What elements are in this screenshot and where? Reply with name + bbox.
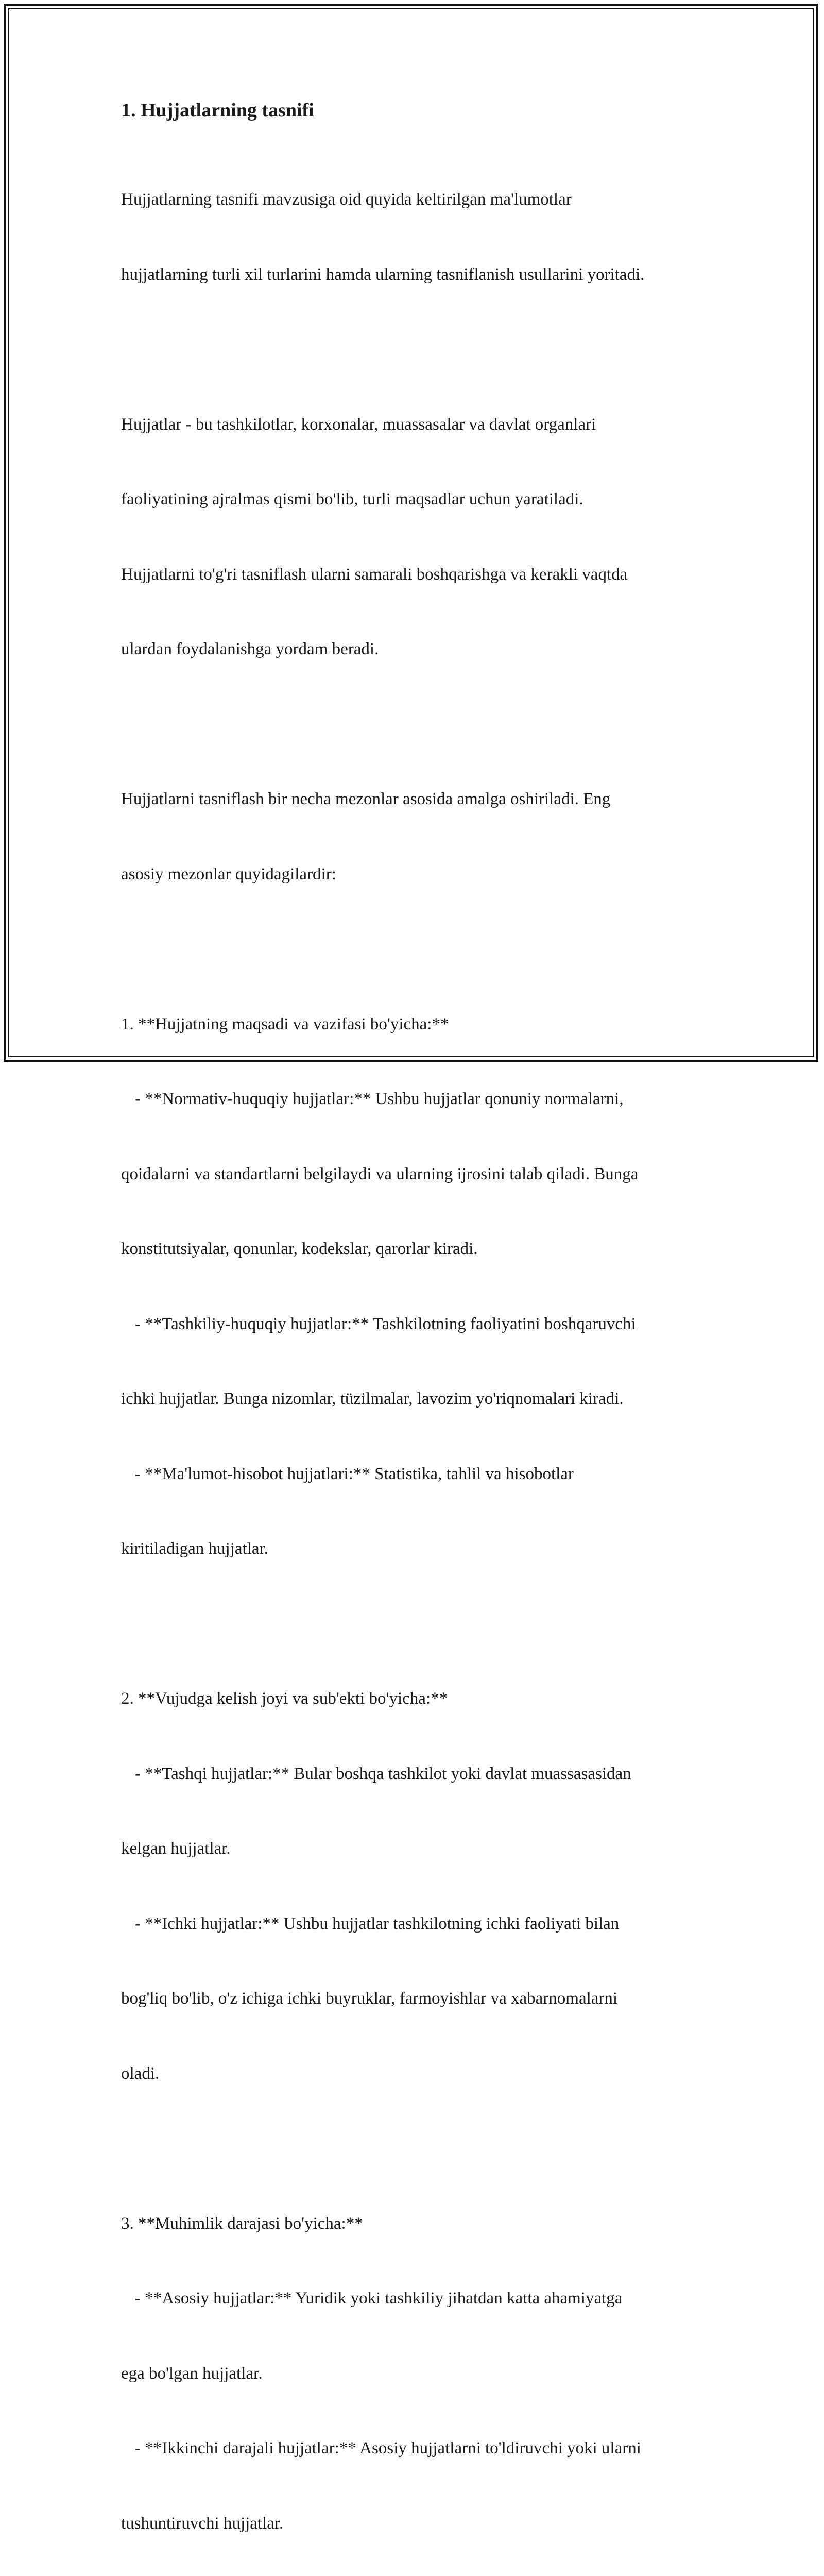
text-line: bog'liq bo'lib, o'z ichiga ichki buyruklar, farmoyishlar va xabarnomalarni (121, 1986, 718, 2011)
text-line: faoliyatining ajralmas qismi bo'lib, turli maqsadlar uchun yaratiladi. (121, 487, 718, 512)
document-title: 1. Hujjatlarning tasnifi (121, 97, 718, 124)
list-heading: 2. **Vujudga kelish joyi va sub'ekti bo'yicha:** (121, 1686, 718, 1711)
text-line: Hujjatlarni tasniflash bir necha mezonlar asosida amalga oshiriladi. Eng (121, 787, 718, 812)
list-section-1 (121, 962, 718, 1612)
list-item: - **Tashkiliy-huquqiy hujjatlar:** Tashkilotning faoliyatini boshqaruvchi (121, 1312, 718, 1337)
text-line: ichki hujjatlar. Bunga nizomlar, tüzilmalar, lavozim yo'riqnomalari kiradi. (121, 1386, 718, 1412)
text-line: qoidalarni va standartlarni belgilaydi va ularning ijrosini talab qiladi. Bunga (121, 1162, 718, 1187)
text-line: ulardan foydalanishga yordam beradi. (121, 637, 718, 662)
paragraph-criteria-intro (121, 737, 718, 937)
list-section-2 (121, 1636, 718, 2136)
text-line: Hujjatlarni to'g'ri tasniflash ularni samarali boshqarishga va kerakli vaqtda (121, 562, 718, 587)
text-line: kelgan hujjatlar. (121, 1836, 718, 1861)
text-line: asosiy mezonlar quyidagilardir: (121, 862, 718, 887)
list-heading: 1. **Hujjatning maqsadi va vazifasi bo'yicha:** (121, 1012, 718, 1037)
list-item: - **Ichki hujjatlar:** Ushbu hujjatlar tashkilotning ichki faoliyati bilan (121, 1911, 718, 1937)
list-section-3 (121, 2161, 718, 2576)
list-item: - **Tashqi hujjatlar:** Bular boshqa tashkilot yoki davlat muassasasidan (121, 1761, 718, 1787)
text-line: Hujjatlar - bu tashkilotlar, korxonalar, muassasalar va davlat organlari (121, 412, 718, 437)
list-item: - **Ikkinchi darajali hujjatlar:** Asosiy hujjatlarni to'ldiruvchi yoki ularni (121, 2436, 718, 2461)
text-line: oladi. (121, 2061, 718, 2087)
text-line: Hujjatlarning tasnifi mavzusiga oid quyida keltirilgan ma'lumotlar (121, 187, 718, 212)
list-item: - **Normativ-huquqiy hujjatlar:** Ushbu hujjatlar qonuniy normalarni, (121, 1087, 718, 1112)
paragraph-definition (121, 362, 718, 712)
text-line: tushuntiruvchi hujjatlar. (121, 2511, 718, 2536)
list-item: - **Ma'lumot-hisobot hujjatlari:** Statistika, tahlil va hisobotlar (121, 1462, 718, 1487)
list-item: - **Asosiy hujjatlar:** Yuridik yoki tashkiliy jihatdan katta ahamiyatga (121, 2286, 718, 2311)
text-line: kiritiladigan hujjatlar. (121, 1536, 718, 1562)
list-heading: 3. **Muhimlik darajasi bo'yicha:** (121, 2211, 718, 2236)
text-line: ega bo'lgan hujjatlar. (121, 2361, 718, 2386)
text-line: konstitutsiyalar, qonunlar, kodekslar, qarorlar kiradi. (121, 1236, 718, 1262)
document-body (121, 97, 718, 2576)
paragraph-intro (121, 137, 718, 337)
text-line: hujjatlarning turli xil turlarini hamda ularning tasniflanish usullarini yoritadi. (121, 262, 718, 287)
